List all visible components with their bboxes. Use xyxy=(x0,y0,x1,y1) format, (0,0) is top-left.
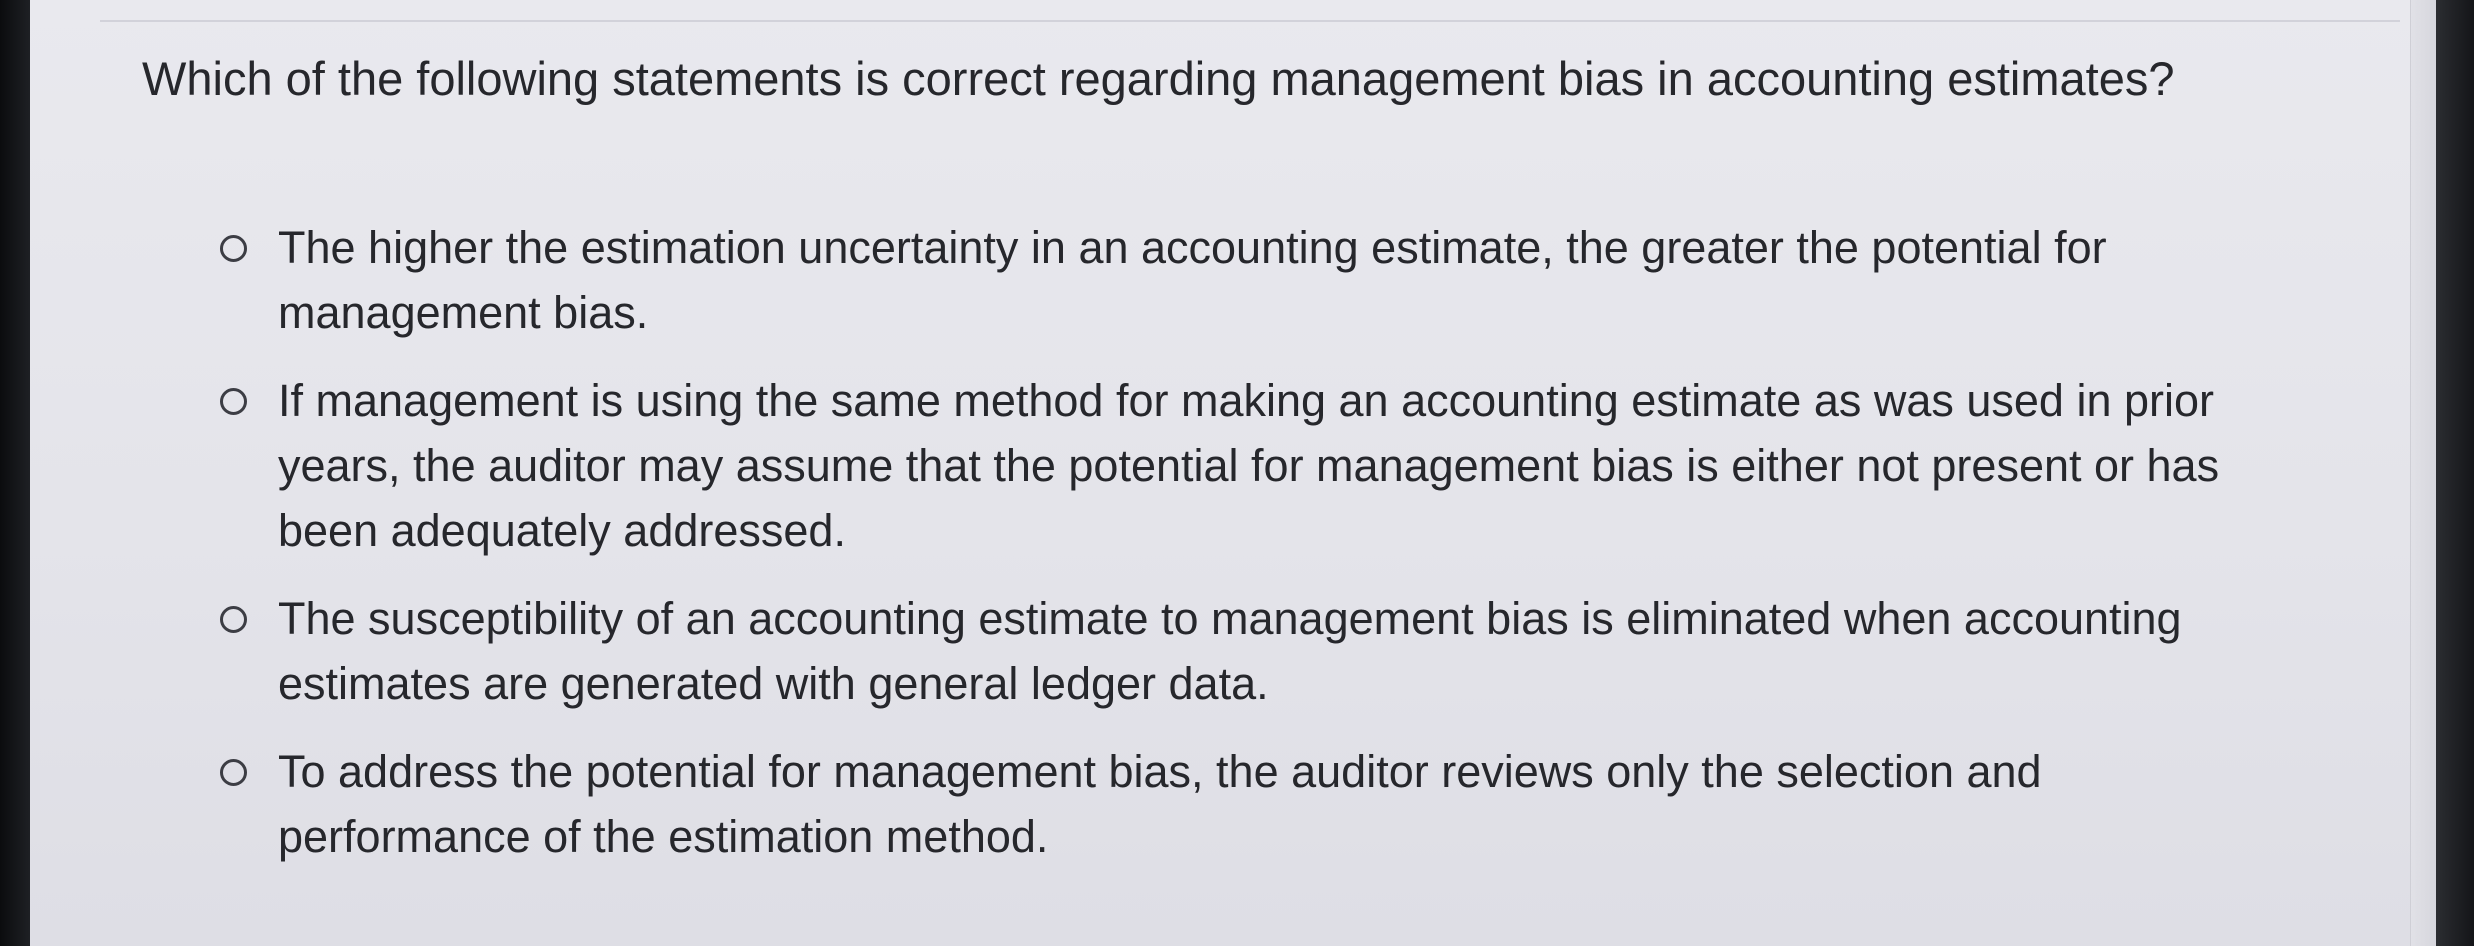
answer-option-3[interactable] xyxy=(210,586,2270,716)
radio-button[interactable] xyxy=(220,235,247,262)
left-bezel xyxy=(0,0,30,946)
answer-option-label: The susceptibility of an accounting estimate to management bias is eliminated when accounting estimates are generated with general ledger data. xyxy=(278,593,2182,709)
question-text: Which of the following statements is correct regarding management bias in accounting estimates? xyxy=(142,52,2175,105)
answer-options xyxy=(210,215,2270,892)
divider xyxy=(100,20,2400,22)
radio-button[interactable] xyxy=(220,759,247,786)
right-bezel xyxy=(2436,0,2474,946)
answer-option-label: The higher the estimation uncertainty in an accounting estimate, the greater the potential for management bias. xyxy=(278,222,2107,338)
answer-option-2[interactable] xyxy=(210,368,2270,563)
radio-button[interactable] xyxy=(220,606,247,633)
answer-option-4[interactable] xyxy=(210,739,2270,869)
answer-option-1[interactable] xyxy=(210,215,2270,345)
answer-option-label: If management is using the same method for making an accounting estimate as was used in prior years, the auditor may assume that the potential for management bias is either not present or has been adequately addressed. xyxy=(278,375,2220,556)
radio-button[interactable] xyxy=(220,388,247,415)
answer-option-label: To address the potential for management bias, the auditor reviews only the selection and performance of the estimation method. xyxy=(278,746,2042,862)
